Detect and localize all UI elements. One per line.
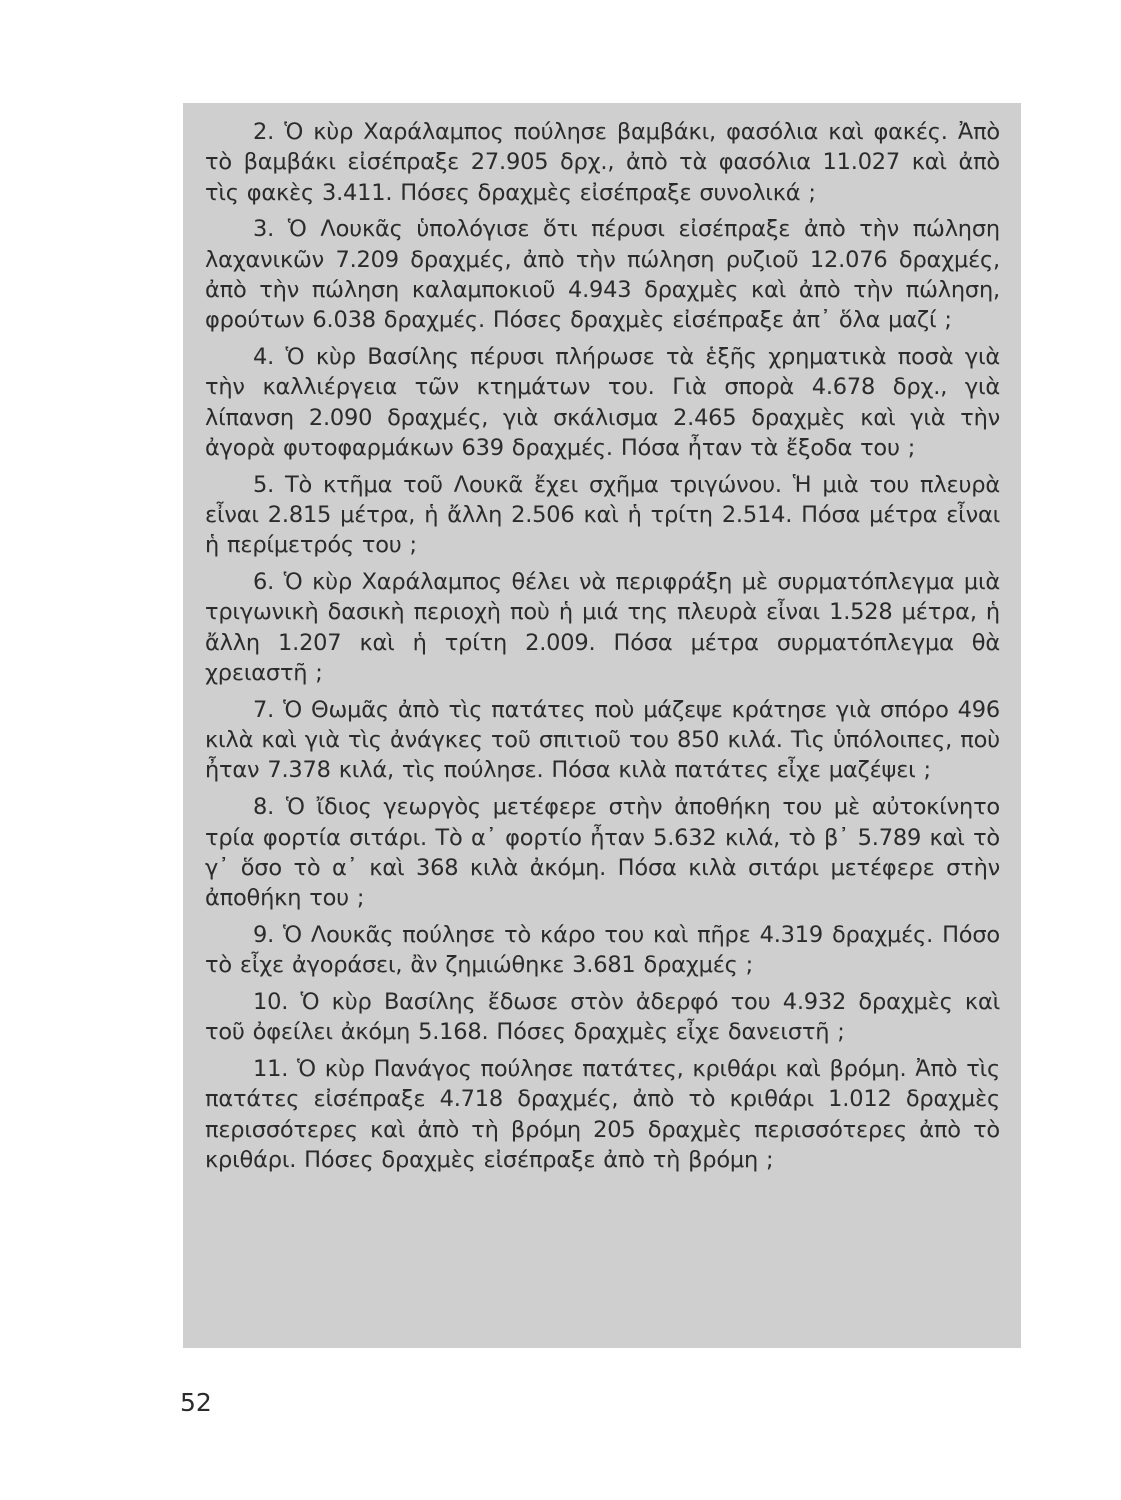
problem-7: 7. Ὁ Θωμᾶς ἀπὸ τὶς πατάτες ποὺ μάζεψε κράτησε γιὰ σπόρο 496 κιλὰ καὶ γιὰ τὶς ἀνάγκες τοῦ σπιτιοῦ του 850 κιλά. Τὶς ὑπόλοιπες, ποὺ ἦταν 7.378 κιλά, τὶς πούλησε. Πόσα κιλὰ πατάτες εἶχε μαζέψει ; xyxy=(205,696,1000,784)
problem-9: 9. Ὁ Λουκᾶς πούλησε τὸ κάρο του καὶ πῆρε 4.319 δραχμές. Πόσο τὸ εἶχε ἀγοράσει, ἂν ζημιώθηκε 3.681 δραχμές ; xyxy=(205,921,1000,979)
problem-list xyxy=(205,117,1000,1182)
problem-8: 8. Ὁ ἴδιος γεωργὸς μετέφερε στὴν ἀποθήκη του μὲ αὐτοκίνητο τρία φορτία σιτάρι. Τὸ α᾿ φορτίο ἦταν 5.632 κιλά, τὸ β᾿ 5.789 καὶ τὸ γ᾿ ὅσο τὸ α᾿ καὶ 368 κιλὰ ἀκόμη. Πόσα κιλὰ σιτάρι μετέφερε στὴν ἀποθήκη του ; xyxy=(205,794,1000,912)
problem-3: 3. Ὁ Λουκᾶς ὑπολόγισε ὅτι πέρυσι εἰσέπραξε ἀπὸ τὴν πώληση λαχανικῶν 7.209 δραχμές, ἀπὸ τὴν πώληση ρυζιοῦ 12.076 δραχμές, ἀπὸ τὴν πώληση καλαμποκιοῦ 4.943 δραχμὲς καὶ ἀπὸ τὴν πώληση, φρούτων 6.038 δραχμές. Πόσες δραχμὲς εἰσέπραξε ἀπ᾿ ὅλα μαζί ; xyxy=(205,216,1000,334)
page-number: 52 xyxy=(180,1388,212,1417)
problem-6: 6. Ὁ κὺρ Χαράλαμπος θέλει νὰ περιφράξη μὲ συρματόπλεγμα μιὰ τριγωνικὴ δασικὴ περιοχὴ ποὺ ἡ μιά της πλευρὰ εἶναι 1.528 μέτρα, ἡ ἄλλη 1.207 καὶ ἡ τρίτη 2.009. Πόσα μέτρα συρματόπλεγμα θὰ χρειαστῆ ; xyxy=(205,569,1000,687)
problem-2: 2. Ὁ κὺρ Χαράλαμπος πούλησε βαμβάκι, φασόλια καὶ φακές. Ἀπὸ τὸ βαμβάκι εἰσέπραξε 27.905 δρχ., ἀπὸ τὰ φασόλια 11.027 καὶ ἀπὸ τὶς φακὲς 3.411. Πόσες δραχμὲς εἰσέπραξε συνολικά ; xyxy=(205,119,1000,206)
problem-11: 11. Ὁ κὺρ Πανάγος πούλησε πατάτες, κριθάρι καὶ βρόμη. Ἀπὸ τὶς πατάτες εἰσέπραξε 4.718 δραχμές, ἀπὸ τὸ κριθάρι 1.012 δραχμὲς περισσότερες καὶ ἀπὸ τὴ βρόμη 205 δραχμὲς περισσότερες ἀπὸ τὸ κριθάρι. Πόσες δραχμὲς εἰσέπραξε ἀπὸ τὴ βρόμη ; xyxy=(205,1056,1000,1173)
problem-4: 4. Ὁ κὺρ Βασίλης πέρυσι πλήρωσε τὰ ἑξῆς χρηματικὰ ποσὰ γιὰ τὴν καλλιέργεια τῶν κτημάτων του. Γιὰ σπορὰ 4.678 δρχ., γιὰ λίπανση 2.090 δραχμές, γιὰ σκάλισμα 2.465 δραχμὲς καὶ γιὰ τὴν ἀγορὰ φυτοφαρμάκων 639 δραχμές. Πόσα ἦταν τὰ ἔξοδα του ; xyxy=(205,344,1000,461)
problem-5: 5. Τὸ κτῆμα τοῦ Λουκᾶ ἔχει σχῆμα τριγώνου. Ἡ μιὰ του πλευρὰ εἶναι 2.815 μέτρα, ἡ ἄλλη 2.506 καὶ ἡ τρίτη 2.514. Πόσα μέτρα εἶναι ἡ περίμετρός του ; xyxy=(205,471,1000,559)
problem-10: 10. Ὁ κὺρ Βασίλης ἔδωσε στὸν ἀδερφό του 4.932 δραχμὲς καὶ τοῦ ὀφείλει ἀκόμη 5.168. Πόσες δραχμὲς εἶχε δανειστῆ ; xyxy=(205,989,1000,1046)
